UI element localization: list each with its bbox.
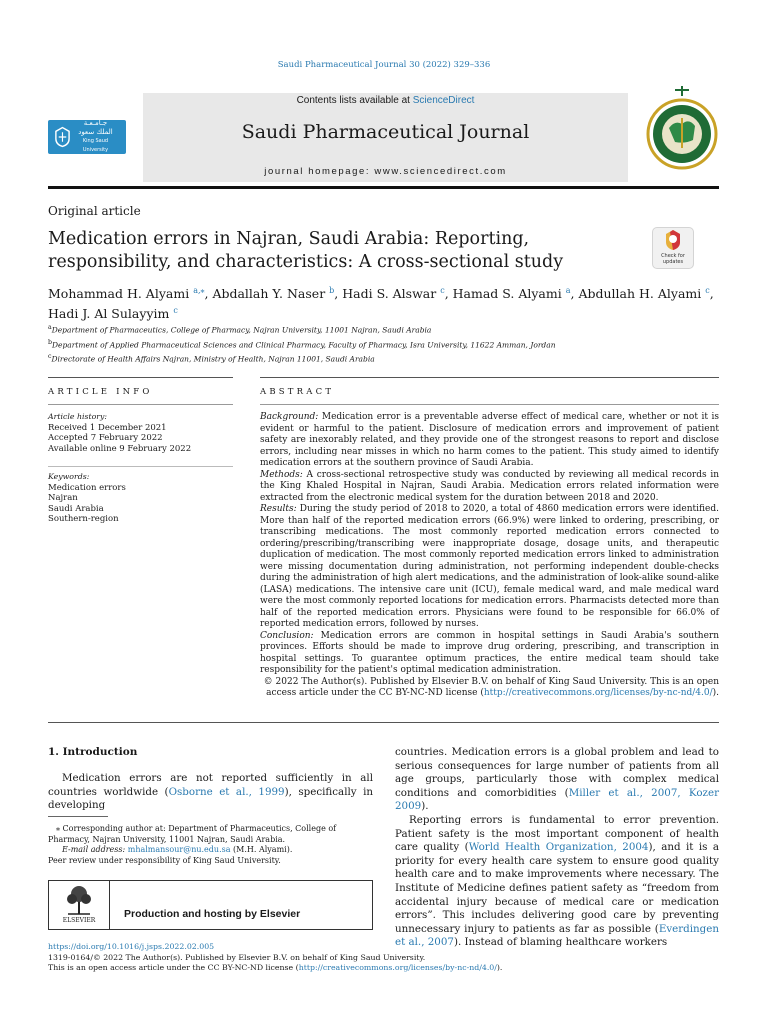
email-link[interactable]: mhalmansour@nu.edu.sa — [127, 845, 231, 855]
article-history — [48, 412, 233, 454]
abstract-conclusion: Conclusion: Medication errors are common in hospital settings in Saudi Arabia's southern provinces. Efforts should be made to improve drug ordering, prescribing, and transcription in hospital settings. To guarantee optimum practices, the entire medical team should take responsibility for the patient's optimal medication administration. — [260, 630, 719, 675]
article-title: Medication errors in Najran, Saudi Arabia: Reporting, responsibility, and characteristics: A cross-sectional study — [48, 229, 564, 272]
corresponding-author-note: ⁎ Corresponding author at: Department of Pharmaceutics, College of Pharmacy, Najran University, 11001 Najran, Saudi Arabia. — [48, 824, 337, 844]
affiliation-item: $^c$Directorate of Health Affairs Najran, Ministry of Health, Najran 11001, Saudi Arabia — [48, 353, 375, 364]
abstract-background: Background: Medication error is a preventable adverse effect of medical care, whether or not it is evident or harmful to the patient. Disclosure of medication errors and improvement of patient safety are inexorably related, and they provide one of the strongest reasons to report and disclose errors, including near misses in which no harm comes to the patient. This study aimed to identify medication errors at the southern province of Saudi Arabia. — [260, 412, 719, 468]
production-hosting-text: Production and hosting by Elsevier — [124, 908, 301, 920]
section-heading-introduction: 1. Introduction — [48, 746, 138, 758]
article-info-heading: ARTICLE INFO — [48, 387, 153, 397]
info-sub-rule — [48, 404, 233, 405]
abstract-bottom-rule — [48, 722, 719, 723]
author[interactable]: Mohammad H. Alyami $^{a,⁎}$ — [48, 286, 205, 302]
abstract-copyright: © 2022 The Author(s). Published by Elsevier B.V. on behalf of King Saud University. This is an open access article under the CC BY-NC-ND license (http://creativecommons.org/licenses/by-nc-nd/4.0/). — [263, 676, 719, 698]
ksu-logo-text: جـامـعـة الملك سعود King Saud University — [78, 119, 113, 153]
check-for-updates-badge[interactable] — [652, 227, 694, 269]
abstract-results: Results: During the study period of 2018 to 2020, a total of 4860 medication errors were identified. More than half of the reported medication errors (66.9%) were linked to ordering, prescribing, or transcribing medications. The most commonly reported medication errors connected to ordering/prescribing/transcribing were inappropriate dosage, dosage units, and therapeutic duplication of medication. The most commonly reported medication errors linked to administration were missing documentation during administration, not performing independent double-checks during the administration of high alert medications, and the administration of look-alike sound-alike (LASA) medications. The intensive care unit (ICU), female medical ward, and male medical ward were the most commonly reported locations for medication errors. Pharmacists detected more than half of the reported medication errors. Physicians were found to be responsible for 66.0% of reported medication errors, followed by nurses. — [260, 504, 719, 629]
reference-link[interactable]: World Health Organization, 2004 — [468, 841, 649, 854]
keyword: Saudi Arabia — [48, 503, 104, 514]
author[interactable]: Abdullah H. Alyami $^c$ — [578, 286, 710, 302]
issn-line: 1319-0164/© 2022 The Author(s). Published by Elsevier B.V. on behalf of King Saud University. — [48, 952, 426, 962]
peer-review-note: Peer review under responsibility of King Saud University. — [48, 855, 281, 865]
elsevier-name: ELSEVIER — [62, 917, 96, 924]
doi-link[interactable]: https://doi.org/10.1016/j.jsps.2022.02.005 — [48, 942, 215, 951]
keywords — [48, 472, 233, 525]
keyword: Najran — [48, 493, 78, 503]
author[interactable]: Hadi J. Al Sulayyim $^c$ — [48, 306, 178, 322]
header-rule — [48, 186, 719, 189]
journal-seal-icon — [645, 84, 719, 174]
elsevier-production-box — [48, 880, 373, 930]
journal-title: Saudi Pharmaceutical Journal — [241, 121, 530, 143]
history-label: Article history: — [48, 412, 108, 421]
info-top-rule — [48, 377, 233, 378]
affiliation-item: $^b$Department of Applied Pharmaceutical Sciences and Clinical Pharmacy, Faculty of Pharmacy, Isra University, 11622 Amman, Jordan — [48, 338, 556, 349]
reference-link[interactable]: Miller et al., 2007, Kozer 2009 — [395, 786, 719, 813]
author-list: Mohammad H. Alyami $^{a,⁎}$, Abdallah Y. Naser $^b$, Hadi S. Alswar $^c$, Hamad S. Alyami $^a$, Abdullah H. Alyami $^c$, Hadi J. Al Sulayyim $^c$ — [48, 286, 714, 322]
license-link[interactable]: http://creativecommons.org/licenses/by-nc-nd/4.0/ — [298, 963, 497, 972]
journal-citation[interactable]: Saudi Pharmaceutical Journal 30 (2022) 329–336 — [277, 60, 491, 70]
footnote-rule — [48, 816, 108, 817]
elsevier-tree-icon — [64, 884, 94, 916]
intro-paragraph: Medication errors are not reported sufficiently in all countries worldwide (Osborne et al., 1999), specifically in developing — [48, 772, 374, 812]
reference-link[interactable]: Everdingen et al., 2007 — [395, 922, 719, 949]
author[interactable]: Hamad S. Alyami $^a$ — [452, 286, 571, 302]
abstract-heading: ABSTRACT — [260, 387, 335, 397]
badge-label: Check for updates — [661, 253, 685, 265]
abstract-body — [260, 412, 719, 700]
intro-column-2 — [395, 746, 719, 950]
footnotes — [48, 824, 373, 866]
history-item: Accepted 7 February 2022 — [48, 433, 163, 443]
info-divider — [48, 466, 233, 467]
intro-paragraph: Reporting errors is fundamental to error prevention. Patient safety is the most important component of health care quality (World Health Organization, 2004), and it is a priority for every health care system to ensure good quality health care and to make improvements where necessary. The Institute of Medicine defines patient safety as “freedom from accidental injury because of medical care or medication errors”. This includes delivering good care by preventing unnecessary injury to patients as far as possible (Everdingen et al., 2007). Instead of blaming healthcare workers — [395, 813, 719, 949]
keywords-label: Keywords: — [48, 472, 90, 481]
history-item: Available online 9 February 2022 — [48, 443, 192, 454]
history-item: Received 1 December 2021 — [48, 422, 167, 433]
abstract-methods: Methods: A cross-sectional retrospective study was conducted by reviewing all medical records in the King Khaled Hospital in Najran, Saudi Arabia. Medication errors related information were extracted from the electronic medical system for the duration between 2018 and 2020. — [260, 469, 719, 503]
article-type: Original article — [48, 204, 141, 218]
email-note: E-mail address: mhalmansour@nu.edu.sa (M.H. Alyami). — [62, 845, 293, 855]
elsevier-logo — [49, 881, 110, 929]
sciencedirect-link[interactable]: ScienceDirect — [412, 95, 475, 106]
keyword: Medication errors — [48, 482, 126, 493]
reference-link[interactable]: Osborne et al., 1999 — [168, 785, 285, 798]
ksu-emblem-icon — [54, 125, 71, 149]
keyword: Southern-region — [48, 514, 119, 524]
abstract-top-rule — [260, 377, 719, 378]
author[interactable]: Abdallah Y. Naser $^b$ — [212, 286, 335, 302]
king-saud-university-logo — [48, 120, 126, 154]
author[interactable]: Hadi S. Alswar $^c$ — [342, 286, 445, 302]
homepage-link[interactable]: www.sciencedirect.com — [374, 166, 507, 177]
affiliations — [48, 322, 719, 366]
abstract-sub-rule — [260, 404, 719, 405]
open-access-line: This is an open access article under the CC BY-NC-ND license (http://creativecommons.org/licenses/by-nc-nd/4.0/). — [48, 963, 503, 972]
intro-paragraph: countries. Medication errors is a global problem and lead to serious consequences for large number of patients from all age groups, particularly those with complex medical conditions and comorbidities (Miller et al., 2007, Kozer 2009). — [395, 746, 719, 813]
affiliation-item: $^a$Department of Pharmaceutics, College of Pharmacy, Najran University, 11001 Najran, Saudi Arabia — [48, 324, 432, 335]
license-link[interactable]: http://creativecommons.org/licenses/by-nc-nd/4.0/ — [483, 688, 713, 698]
journal-homepage: journal homepage: www.sciencedirect.com — [264, 166, 507, 177]
bottom-info — [48, 942, 719, 974]
contents-line: Contents lists available at ScienceDirect — [296, 95, 475, 106]
check-for-updates-icon — [662, 228, 684, 252]
